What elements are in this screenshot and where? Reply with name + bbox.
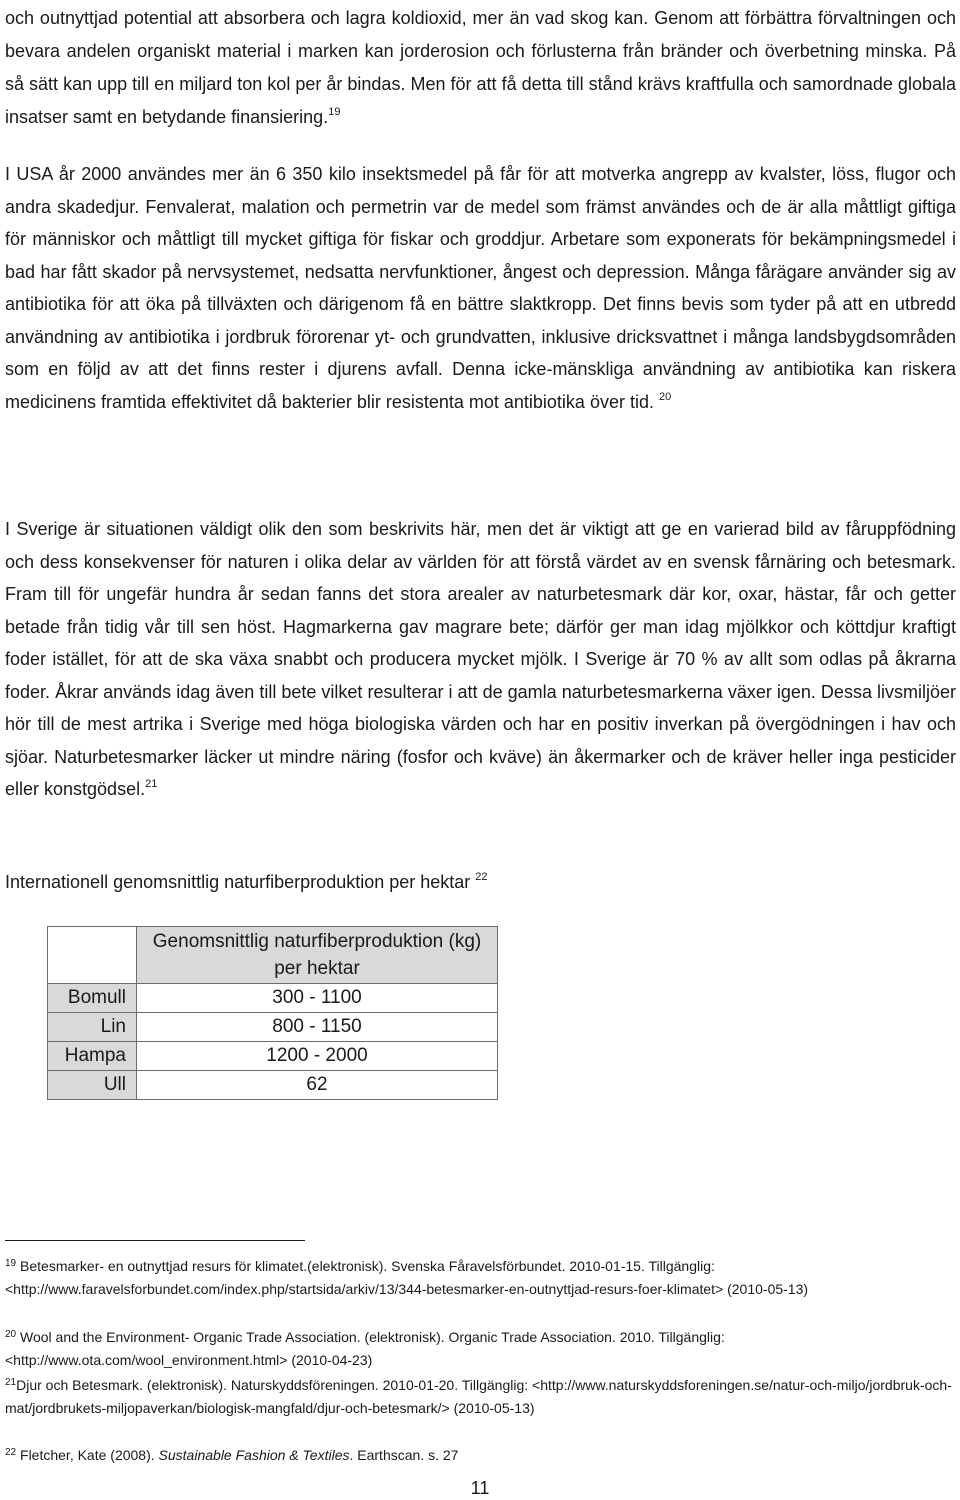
table-caption	[5, 866, 488, 898]
row-value: 1200 - 2000	[137, 1042, 498, 1071]
row-label: Bomull	[48, 984, 137, 1013]
footnote-number: 20	[5, 1329, 17, 1340]
footnote-ref[interactable]: 22	[475, 871, 488, 883]
footnote-ref[interactable]: 19	[328, 106, 341, 118]
footnote-20	[5, 1326, 955, 1372]
footnote-number: 22	[5, 1447, 17, 1458]
row-label: Ull	[48, 1071, 137, 1100]
row-value: 62	[137, 1071, 498, 1100]
paragraph-carbon-storage	[5, 2, 956, 134]
paragraph-text: och outnyttjad potential att absorbera och lagra koldioxid, mer än vad skog kan. Genom att förbättra förvaltningen och bevara andelen organiskt material i marken kan jorderosion och förlusterna från bränder och överbetning minska. På så sätt kan upp till en miljard ton kol per år bindas. Men för att få detta till stånd krävs kraftfulla och samordnade globala insatser samt en betydande finansiering.	[5, 8, 956, 127]
table-row	[48, 984, 498, 1013]
paragraph-text: I Sverige är situationen väldigt olik den som beskrivits här, men det är viktigt att ge en varierad bild av fåruppfödning och dess konsekvenser för naturen i olika delar av världen för att förstå värdet av en svensk fårnäring och betesmark. Fram till för ungefär hundra år sedan fanns det stora arealer av naturbetesmark där kor, oxar, hästar, får och getter betade från tidig vår till sen höst. Hagmarkerna gav magrare bete; därför ger man idag mjölkkor och köttdjur kraftigt foder istället, för att de ska växa snabbt och producera mycket mjölk. I Sverige är 70 % av allt som odlas på åkrarna foder. Åkrar används idag även till bete vilket resulterar i att de gamla naturbetesmarkerna växer igen. Dessa livsmiljöer hör till de mest artrika i Sverige med höga biologiska värden och har en positiv inverkan på övergödningen i hav och sjöar. Naturbetesmarker läcker ut mindre näring (fosfor och kväve) än åkermarker och de kräver heller inga pesticider eller konstgödsel.	[5, 519, 956, 799]
page-number: 11	[470, 1478, 490, 1498]
footnote-19	[5, 1255, 955, 1301]
caption-text: Internationell genomsnittlig naturfiberproduktion per hektar	[5, 872, 471, 892]
footnote-22	[5, 1444, 955, 1467]
row-label: Lin	[48, 1013, 137, 1042]
footnote-number: 21	[5, 1377, 17, 1388]
footnote-text-start: Fletcher, Kate (2008).	[20, 1447, 159, 1463]
footnote-text[interactable]: Betesmarker- en outnyttjad resurs för klimatet.(elektronisk). Svenska Fåravelsförbundet. 2010-01-15. Tillgänglig: <http://www.faravelsforbundet.com/index.php/startsida/arkiv/13/344-betesmarker-en-outnyttjad-resurs-foer-klimatet> (2010-05-13)	[5, 1258, 809, 1297]
paragraph-text: I USA år 2000 användes mer än 6 350 kilo insektsmedel på får för att motverka angrepp av kvalster, löss, flugor och andra skadedjur. Fenvalerat, malation och permetrin var de medel som främst användes och de är alla måttligt giftiga för människor och måttligt till mycket giftiga för fiskar och groddjur. Arbetare som exponerats för bekämpningsmedel i bad har fått skador på nervsystemet, nedsatta nervfunktioner, ångest och depression. Många fårägare använder sig av antibiotika för att öka på tillväxten och därigenom få en bättre slaktkropp. Det finns bevis som tyder på att en utbredd användning av antibiotika i jordbruk förorenar yt- och grundvatten, inklusive dricksvattnet i många landsbygdsområden som en följd av att det finns rester i djurens avfall. Denna icke-mänskliga användning av antibiotika kan riskera medicinens framtida effektivitet då bakterier blir resistenta mot antibiotika över tid.	[5, 164, 956, 412]
footnote-book-title: Sustainable Fashion & Textiles	[158, 1447, 350, 1463]
table-row	[48, 1013, 498, 1042]
fiber-production-table	[47, 926, 498, 1100]
table-column-header: Genomsnittlig naturfiberproduktion (kg) per hektar	[137, 927, 498, 984]
table-row	[48, 1071, 498, 1100]
footnote-text[interactable]: Wool and the Environment- Organic Trade Association. (elektronisk). Organic Trade Association. 2010. Tillgänglig: <http://www.ota.com/wool_environment.html> (2010-04-23)	[5, 1329, 725, 1368]
footnote-text-end: . Earthscan. s. 27	[349, 1447, 459, 1463]
footnote-ref[interactable]: 21	[145, 778, 158, 790]
footnote-divider	[5, 1240, 305, 1241]
paragraph-pesticides-antibiotics	[5, 158, 956, 418]
table-corner-cell	[48, 927, 137, 984]
footnote-21	[5, 1374, 955, 1420]
row-value: 800 - 1150	[137, 1013, 498, 1042]
footnote-number: 19	[5, 1258, 17, 1269]
table-row	[48, 1042, 498, 1071]
row-value: 300 - 1100	[137, 984, 498, 1013]
paragraph-sweden-pastures	[5, 513, 956, 806]
row-label: Hampa	[48, 1042, 137, 1071]
table-header-row	[48, 927, 498, 984]
footnote-ref[interactable]: 20	[658, 390, 672, 403]
footnote-text[interactable]: Djur och Betesmark. (elektronisk). Naturskyddsföreningen. 2010-01-20. Tillgänglig: <http://www.naturskyddsforeningen.se/natur-och-miljo/jordbruk-och-mat/jordbrukets-miljopaverkan/biologisk-mangfald/djur-och-betesmark/> (2010-05-13)	[5, 1377, 952, 1416]
